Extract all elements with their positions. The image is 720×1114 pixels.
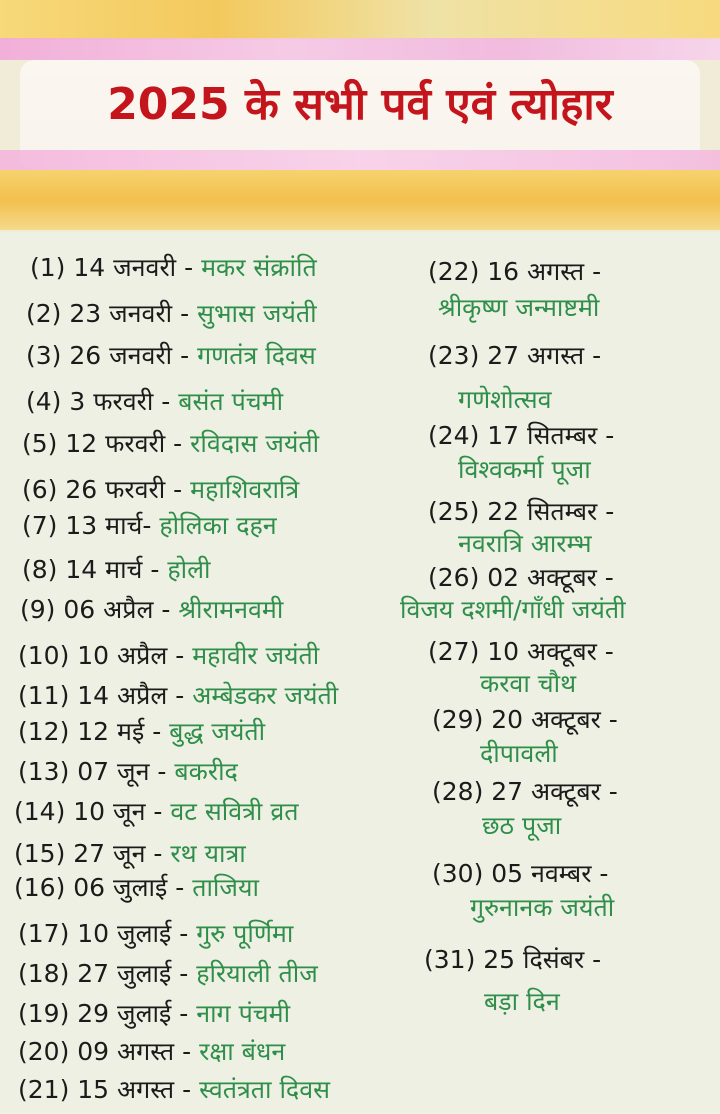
festival-date: (22) 16 अगस्त -: [428, 257, 602, 286]
festival-name: महाशिवरात्रि: [190, 475, 300, 504]
list-item: [18, 716, 265, 748]
festival-name: श्रीरामनवमी: [178, 595, 284, 624]
list-item: [18, 918, 293, 950]
list-item-name: [438, 292, 599, 324]
list-item-date: [424, 944, 601, 976]
list-item-name: [458, 454, 591, 486]
list-item-date: [428, 636, 614, 668]
festival-name: स्वतंत्रता दिवस: [199, 1075, 331, 1104]
festival-date: (16) 06 जुलाई -: [14, 873, 185, 902]
list-item-date: [432, 704, 618, 736]
festival-date: (1) 14 जनवरी -: [30, 253, 194, 282]
list-item: [14, 872, 259, 904]
list-item-date: [432, 776, 618, 808]
list-item-date: [428, 340, 601, 372]
festival-name: बड़ा दिन: [484, 987, 560, 1016]
festival-date: (29) 20 अक्टूबर -: [432, 705, 618, 734]
list-item: [18, 756, 238, 788]
festival-name: गुरुनानक जयंती: [470, 893, 615, 922]
list-item: [30, 252, 317, 284]
festival-name: बसंत पंचमी: [178, 387, 284, 416]
list-item: [26, 340, 316, 372]
list-item: [20, 594, 283, 626]
festival-date: (10) 10 अप्रैल -: [18, 641, 185, 670]
festival-date: (20) 09 अगस्त -: [18, 1037, 192, 1066]
festival-name: रविदास जयंती: [190, 429, 320, 458]
festival-date: (4) 3 फरवरी -: [26, 387, 171, 416]
festival-name: विश्वकर्मा पूजा: [458, 455, 591, 484]
list-item: [22, 428, 319, 460]
list-item: [18, 998, 290, 1030]
list-item-name: [458, 384, 552, 416]
festival-date: (3) 26 जनवरी -: [26, 341, 190, 370]
list-item-name: [482, 810, 561, 842]
festival-name: गुरु पूर्णिमा: [196, 919, 294, 948]
festival-name: हरियाली तीज: [196, 959, 318, 988]
list-item-name: [400, 594, 626, 626]
festival-name: बुद्ध जयंती: [169, 717, 266, 746]
festival-date: (5) 12 फरवरी -: [22, 429, 183, 458]
list-item-date: [428, 496, 614, 528]
festival-date: (25) 22 सितम्बर -: [428, 497, 615, 526]
festival-date: (8) 14 मार्च -: [22, 555, 160, 584]
list-item-name: [470, 892, 614, 924]
festival-name: मकर संक्रांति: [201, 253, 317, 282]
festival-date: (12) 12 मई -: [18, 717, 162, 746]
list-item-name: [484, 986, 560, 1018]
festival-name: बकरीद: [174, 757, 238, 786]
festival-name: रथ यात्रा: [170, 839, 246, 868]
festival-name: विजय दशमी/गाँधी जयंती: [400, 595, 626, 624]
festival-name: ताजिया: [192, 873, 259, 902]
list-item-date: [428, 256, 601, 288]
festival-name: अम्बेडकर जयंती: [192, 681, 339, 710]
list-item-date: [428, 420, 614, 452]
festival-date: (7) 13 मार्च-: [22, 511, 152, 540]
list-item: [14, 838, 246, 870]
festival-name: नाग पंचमी: [196, 999, 291, 1028]
list-item: [22, 474, 299, 506]
festival-date: (14) 10 जून -: [14, 797, 163, 826]
page-title: 2025 के सभी पर्व एवं त्योहार: [107, 79, 613, 130]
list-item: [22, 554, 211, 586]
list-item-name: [458, 528, 592, 560]
festival-name: होलिका दहन: [159, 511, 277, 540]
festival-date: (9) 06 अप्रैल -: [20, 595, 171, 624]
festival-date: (18) 27 जुलाई -: [18, 959, 189, 988]
festival-date: (31) 25 दिसंबर -: [424, 945, 602, 974]
festival-date: (11) 14 अप्रैल -: [18, 681, 185, 710]
festival-date: (19) 29 जुलाई -: [18, 999, 189, 1028]
list-item-name: [480, 668, 576, 700]
festival-name: छठ पूजा: [482, 811, 562, 840]
festival-name: गणतंत्र दिवस: [197, 341, 316, 370]
list-item-date: [432, 858, 608, 890]
festival-date: (15) 27 जून -: [14, 839, 163, 868]
festival-name: दीपावली: [480, 739, 558, 768]
festival-name: नवरात्रि आरम्भ: [458, 529, 592, 558]
list-item: [18, 1074, 330, 1106]
festival-name: वट सवित्री व्रत: [170, 797, 299, 826]
list-item: [18, 640, 319, 672]
list-item: [14, 796, 298, 828]
festival-name: महावीर जयंती: [192, 641, 320, 670]
festival-name: रक्षा बंधन: [199, 1037, 286, 1066]
festival-name: गणेशोत्सव: [458, 385, 552, 414]
festival-name: होली: [167, 555, 211, 584]
list-item: [26, 298, 317, 330]
festival-date: (28) 27 अक्टूबर -: [432, 777, 618, 806]
list-item: [18, 958, 318, 990]
list-item: [22, 510, 277, 542]
festival-date: (27) 10 अक्टूबर -: [428, 637, 614, 666]
festival-name: श्रीकृष्ण जन्माष्टमी: [438, 293, 600, 322]
festival-date: (21) 15 अगस्त -: [18, 1075, 192, 1104]
list-item: [26, 386, 283, 418]
list-item: [18, 680, 338, 712]
festival-date: (24) 17 सितम्बर -: [428, 421, 615, 450]
festival-date: (30) 05 नवम्बर -: [432, 859, 609, 888]
list-item-name: [480, 738, 558, 770]
festival-date: (17) 10 जुलाई -: [18, 919, 189, 948]
festival-date: (6) 26 फरवरी -: [22, 475, 183, 504]
festival-name: सुभास जयंती: [197, 299, 317, 328]
festival-date: (26) 02 अक्टूबर -: [428, 563, 614, 592]
festival-date: (23) 27 अगस्त -: [428, 341, 602, 370]
festival-name: करवा चौथ: [480, 669, 577, 698]
festival-date: (2) 23 जनवरी -: [26, 299, 190, 328]
festival-date: (13) 07 जून -: [18, 757, 167, 786]
list-item: [18, 1036, 285, 1068]
list-item-date: [428, 562, 614, 594]
